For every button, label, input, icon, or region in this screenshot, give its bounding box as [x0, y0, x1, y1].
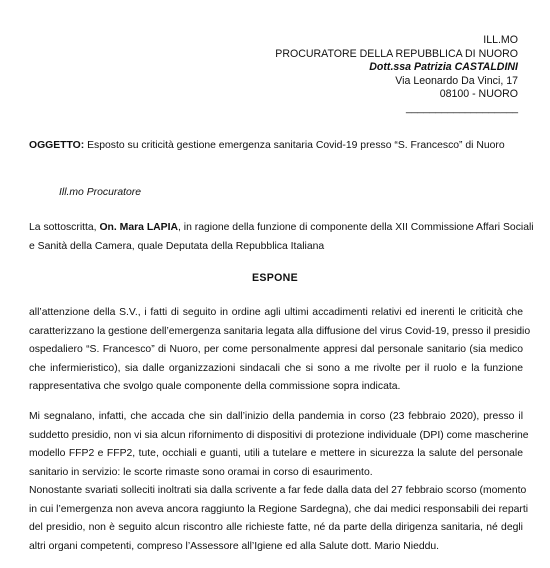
- paragraph-2-line: modello FFP2 e FFP2, tute, occhiali e guanti, utili a tutelare e mettere in sicurezza la salute del personale: [29, 448, 523, 460]
- intro-line-1-rest: , in ragione della funzione di componente della XII Commissione Affari Sociali: [178, 222, 534, 233]
- paragraph-2-line: Mi segnalano, infatti, che accada che sin dall’inizio della pandemia in corso (23 febbraio 2020), presso il: [29, 411, 523, 422]
- intro-line-2: e Sanità della Camera, quale Deputata della Repubblica Italiana: [29, 240, 325, 252]
- paragraph-1-line: ospedaliero “S. Francesco” di Nuoro, per come personalmente appresi dal personale sanitario (sia medico: [29, 344, 523, 356]
- paragraph-1-line: caratterizzano la gestione dell’emergenza sanitaria legata alla diffusione del virus Covid-19, presso il presidio: [29, 325, 531, 337]
- paragraph-3-line: altri organi competenti, compreso l’Assessore all’Igiene ed alla Salute dott. Mario Nieddu.: [29, 540, 440, 552]
- paragraph-2-line: sanitario in servizio: le scorte rimaste sono oramai in corso di esaurimento.: [29, 466, 373, 478]
- subject-label: OGGETTO:: [29, 140, 85, 151]
- recipient-name: Dott.ssa Patrizia CASTALDINI: [369, 61, 518, 74]
- paragraph-2-line: suddetto presidio, non vi sia alcun rifornimento di dispositivi di protezione individuale (DPI) come mascherine: [29, 429, 529, 441]
- recipient-underline: ___________________: [406, 101, 518, 114]
- heading-espone: ESPONE: [252, 272, 298, 284]
- paragraph-1: [29, 304, 531, 397]
- paragraph-1-line: rappresentativa che svolgo quale componente della commissione sopra indicata.: [29, 381, 401, 393]
- paragraph-1-line: che infermieristico), sia dalle organizzazioni sindacali che si sono a me rivolte per il ruolo e la funzione: [29, 362, 523, 374]
- intro-line-1: [29, 219, 534, 238]
- subject-text: Esposto su criticità gestione emergenza sanitaria Covid-19 presso “S. Francesco” di Nuoro: [84, 140, 505, 151]
- paragraph-2: [29, 408, 529, 482]
- recipient-city: 08100 - NUORO: [439, 88, 518, 101]
- paragraph-3-line: Nonostante svariati solleciti inoltrati sia dalla scrivente a far fede dalla data del 27 febbraio scorso (momento: [29, 485, 527, 496]
- greeting: Ill.mo Procuratore: [59, 187, 141, 198]
- recipient-salutation: ILL.MO: [483, 34, 518, 46]
- paragraph-3-line: in cui l’emergenza non aveva ancora raggiunto la Regione Sardegna), che dai medici responsabili dei reparti: [29, 503, 529, 515]
- paragraph-3: [29, 482, 529, 556]
- intro-paragraph: [29, 219, 534, 256]
- recipient-office: PROCURATORE DELLA REPUBBLICA DI NUORO: [275, 47, 518, 60]
- recipient-street: Via Leonardo Da Vinci, 17: [395, 74, 518, 87]
- recipient-address-block: [275, 34, 518, 116]
- subject-line: [29, 139, 529, 153]
- intro-pre: La sottoscritta,: [29, 222, 100, 233]
- paragraph-3-line: del presidio, non è seguito alcun riscontro alle richieste fatte, né da parte della dirigenza sanitaria, né degli: [29, 522, 523, 534]
- paragraph-1-line: all’attenzione della S.V., i fatti di seguito in ordine agli ultimi accadimenti relativi ed inerenti le criticità che: [29, 307, 523, 318]
- author-name: On. Mara LAPIA: [99, 222, 178, 233]
